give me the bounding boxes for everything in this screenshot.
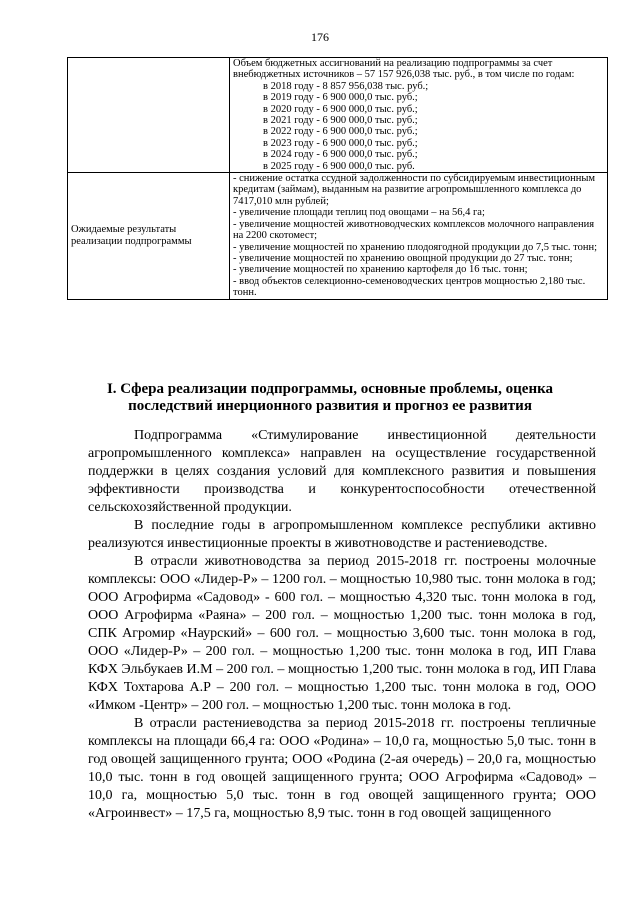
funding-year: в 2021 году - 6 900 000,0 тыс. руб.;	[263, 115, 418, 127]
paragraph: В отрасли животноводства за период 2015-2018 гг. построены молочные комплексы: ООО «Лидер-Р» – 1200 гол. – мощностью 10,980 тыс. тонн молока в год; ООО Агрофирма «Садовод» - 600 гол. – мощностью 4,320 тыс. тонн молока в год, ООО Агрофирма «Раяна» – 200 гол. – мощностью 1,200 тыс. тонн молока в год, СПК Агромир «Наурский» – 600 гол. – мощностью 3,600 тыс. тонн молока в год, ООО «Лидер-Р» – 200 гол. – мощностью 1,200 тыс. тонн молока в год, ИП Глава КФХ Эльбукаев И.М – 200 гол. – мощностью 1,200 тыс. тонн молока в год, ИП Глава КФХ Тохтарова А.Р – 200 гол. – мощностью 1,200 тыс. тонн молока в год, ООО «Имком -Центр» – 200 гол. – мощностью 1,200 тыс. тонн молока в год.	[88, 554, 596, 713]
funding-year: в 2019 году - 6 900 000,0 тыс. руб.;	[263, 92, 418, 104]
result-item: - увеличение мощностей по хранению плодоягодной продукции до 7,5 тыс. тонн;	[233, 241, 598, 253]
section-heading: I. Сфера реализации подпрограммы, основные проблемы, оценка последствий инерционного развития и прогноз ее развития	[106, 381, 554, 414]
row-label-funding	[68, 58, 230, 173]
result-item: - увеличение мощностей по хранению овощной продукции до 27 тыс. тонн;	[233, 252, 573, 264]
row-value-expected-results	[230, 173, 608, 299]
page-number: 176	[311, 30, 329, 44]
table-row-expected-results	[68, 173, 608, 299]
funding-year: в 2024 году - 6 900 000,0 тыс. руб.;	[263, 149, 418, 161]
funding-year: в 2023 году - 6 900 000,0 тыс. руб.;	[263, 137, 418, 149]
table-row-funding	[68, 58, 608, 173]
funding-year: в 2018 году - 8 857 956,038 тыс. руб.;	[263, 80, 429, 92]
funding-year: в 2020 году - 6 900 000,0 тыс. руб.;	[263, 103, 418, 115]
paragraph: Подпрограмма «Стимулирование инвестиционной деятельности агропромышленного комплекса» направлен на осуществление государственной поддержки в целях создания условий для комплексного развития и повышения эффективности производства и конкурентоспособности отечественной сельскохозяйственной продукции.	[88, 428, 596, 515]
funding-year: в 2025 году - 6 900 000,0 тыс. руб.	[263, 160, 415, 172]
result-item: - увеличение мощностей по хранению картофеля до 16 тыс. тонн;	[233, 264, 528, 276]
body-text	[88, 427, 596, 823]
result-item: - ввод объектов селекционно-семеноводческих центров мощностью 2,180 тыс. тонн.	[233, 275, 586, 299]
paragraph: В отрасли растениеводства за период 2015-2018 гг. построены тепличные комплексы на площади 66,4 га: ООО «Родина» – 10,0 га, мощностью 5,0 тыс. тонн в год овощей защищенного грунта; ООО «Родина (2-ая очередь) – 20,0 га, мощностью 10,0 тыс. тонн в год овощей защищенного грунта; ООО Агрофирма «Садовод» – 10,0 га, мощностью 5,0 тыс. тонн в год овощей защищенного грунта; ООО «Агроинвест» – 17,5 га, мощностью 8,9 тыс. тонн в год овощей защищенного	[88, 716, 596, 821]
result-item: - увеличение мощностей животноводческих комплексов молочного направления на 2200 скотомест;	[233, 218, 595, 242]
result-item: - снижение остатка ссудной задолженности по субсидируемым инвестиционным кредитам (займам), выданным на развитие агропромышленного комплекса до 7417,010 млн рублей;	[233, 173, 596, 207]
row-value-funding	[230, 58, 608, 173]
funding-intro: Объем бюджетных ассигнований на реализацию подпрограммы за счет внебюджетных источников – 57 157 926,038 тыс. руб., в том числе по годам:	[233, 58, 575, 81]
row-label-expected-results: Ожидаемые результаты реализации подпрограммы	[68, 173, 230, 299]
paragraph: В последние годы в агропромышленном комплексе республики активно реализуются инвестиционные проекты в животноводстве и растениеводстве.	[88, 518, 596, 551]
subprogram-passport-table	[67, 57, 608, 300]
result-item: - увеличение площади теплиц под овощами – на 56,4 га;	[233, 207, 485, 219]
funding-year: в 2022 году - 6 900 000,0 тыс. руб.;	[263, 126, 418, 138]
